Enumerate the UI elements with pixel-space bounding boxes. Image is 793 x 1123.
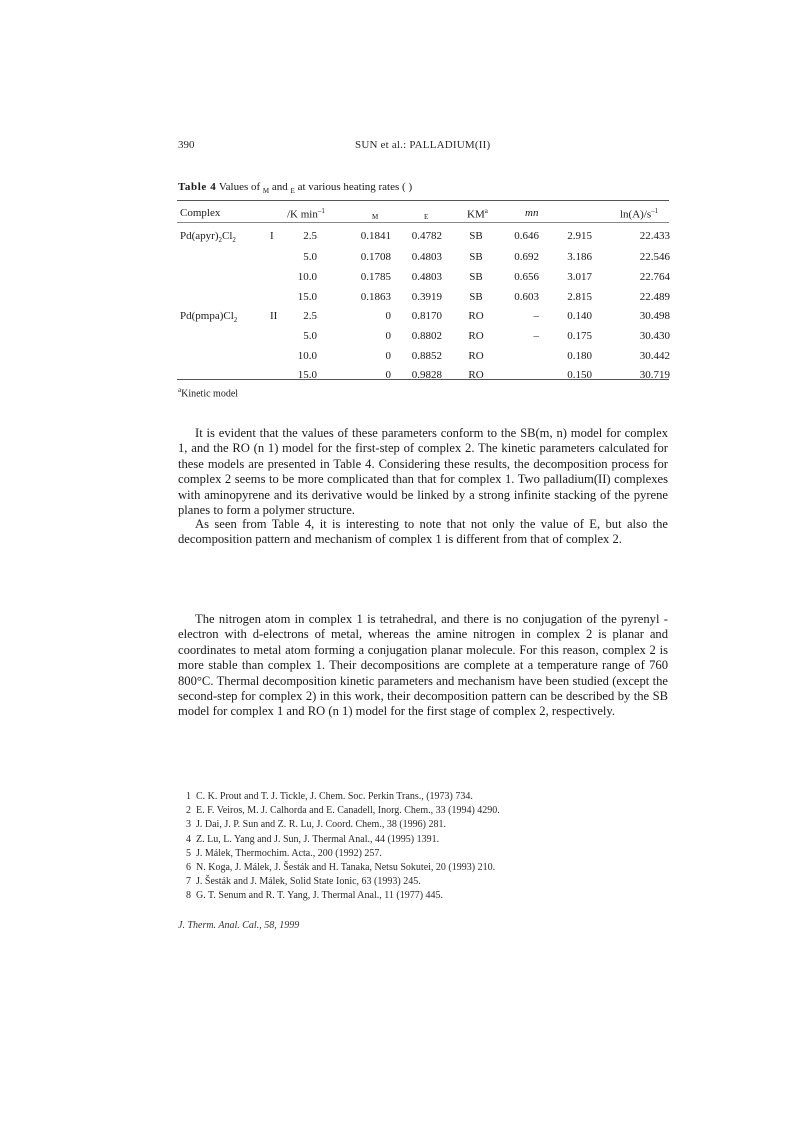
reference-item xyxy=(186,790,500,804)
cell-alpha-m: 0.1841 xyxy=(360,230,391,242)
cell-alpha-m: 0.1863 xyxy=(360,291,391,303)
cell-m: 0.692 xyxy=(514,251,539,263)
cell-n: 3.186 xyxy=(567,251,592,263)
cell-lna: 30.719 xyxy=(639,369,670,381)
cell-rate: 15.0 xyxy=(297,291,317,303)
paragraph-2: As seen from Table 4, it is interesting to note that not only the value of E, but also the decomposition pattern and mechanism of complex 1 is different from that of complex 2. xyxy=(178,517,668,547)
cell-m: – xyxy=(533,330,539,342)
cell-lna: 30.430 xyxy=(639,330,670,342)
col-header-km: $KM^a$ xyxy=(467,207,488,221)
col-header-alpha-m: M xyxy=(372,213,379,222)
cell-m: 0.603 xyxy=(514,291,539,303)
cell-lna: 30.498 xyxy=(639,310,670,322)
cell-n: 3.017 xyxy=(567,271,592,283)
cell-km: RO xyxy=(468,350,484,362)
reference-item xyxy=(186,833,500,847)
cell-n: 2.815 xyxy=(567,291,592,303)
cell-rate: 2.5 xyxy=(303,230,317,242)
cell-alpha-m: 0 xyxy=(385,330,391,342)
cell-km: SB xyxy=(469,251,483,263)
cell-n: 2.915 xyxy=(567,230,592,242)
reference-text: C. K. Prout and T. J. Tickle, J. Chem. Soc. Perkin Trans., (1973) 734. xyxy=(196,791,473,802)
cell-rate: 10.0 xyxy=(297,350,317,362)
cell-km: SB xyxy=(469,271,483,283)
cell-alpha-m: 0 xyxy=(385,310,391,322)
cell-lna: 22.489 xyxy=(639,291,670,303)
cell-lna: 22.546 xyxy=(639,251,670,263)
cell-n: 0.140 xyxy=(567,310,592,322)
cell-n: 0.180 xyxy=(567,350,592,362)
col-header-rate: /K $\min^{-1}$ xyxy=(287,207,325,221)
cell-n: 0.175 xyxy=(567,330,592,342)
cell-km: RO xyxy=(468,369,484,381)
paragraph-1: It is evident that the values of these parameters conform to the SB(m, n) model for complex 1, and the RO (n 1) model for the first-step of complex 2. The kinetic parameters calculated for these models are presented in Table 4. Considering these results, the decomposition process for complex 2 seems to be more complicated than that for complex 1. Two palladium(II) complexes with aminopyrene and its derivative would be linked by a strong infinite stacking of the pyrene planes to form a polymer structure. xyxy=(178,426,668,518)
cell-rate: 5.0 xyxy=(303,251,317,263)
reference-number: 7 xyxy=(186,876,191,888)
caption-text: Values of xyxy=(218,181,261,193)
cell-alpha-e: 0.8170 xyxy=(411,310,442,322)
caption-mid: and xyxy=(271,181,288,193)
reference-text: J. Dai, J. P. Sun and Z. R. Lu, J. Coord. Chem., 38 (1996) 281. xyxy=(196,819,446,831)
reference-number: 4 xyxy=(186,833,191,845)
reference-text: G. T. Senum and R. T. Yang, J. Thermal Anal., 11 (1977) 445. xyxy=(196,890,444,902)
reference-number: 1 xyxy=(186,791,191,802)
table-header-rule xyxy=(177,222,669,223)
table-top-rule xyxy=(177,200,669,201)
reference-item xyxy=(186,804,500,818)
cell-lna: 30.442 xyxy=(639,350,670,362)
cell-alpha-m: 0.1785 xyxy=(360,271,391,283)
reference-text: E. F. Veiros, M. J. Calhorda and E. Canadell, Inorg. Chem., 33 (1994) 4290. xyxy=(196,805,500,817)
page-number: 390 xyxy=(178,139,195,151)
reference-item xyxy=(186,875,500,889)
cell-alpha-e: 0.4803 xyxy=(411,271,442,283)
reference-text: J. Šesták and J. Málek, Solid State Ionic, 63 (1993) 245. xyxy=(196,876,421,888)
reference-item xyxy=(186,861,500,875)
caption-end: at various heating rates ( ) xyxy=(297,181,413,193)
cell-lna: 22.764 xyxy=(639,271,670,283)
cell-km: SB xyxy=(469,230,483,242)
cell-alpha-e: 0.9828 xyxy=(411,369,442,381)
table-bottom-rule xyxy=(177,379,669,380)
reference-text: N. Koga, J. Málek, J. Šesták and H. Tanaka, Netsu Sokutei, 20 (1993) 210. xyxy=(196,862,496,874)
cell-alpha-m: 0 xyxy=(385,350,391,362)
table-caption xyxy=(178,181,412,195)
paragraph-3: The nitrogen atom in complex 1 is tetrahedral, and there is no conjugation of the pyrenyl -electron with d-electrons of metal, whereas the amine nitrogen in complex 2 is planar and coordinates to metal atom forming a conjugation planar molecule. For this reason, complex 2 is more stable than complex 1. Their decompositions are complete at a temperature range of 760 800°C. Thermal decomposition kinetic parameters and mechanism have been studied (except the second-step for complex 2) in this work, their decomposition pattern can be described by the SB model for complex 1 and RO (n 1) model for the first stage of complex 2, respectively. xyxy=(178,612,668,719)
cell-complex-number: I xyxy=(270,230,274,242)
cell-km: RO xyxy=(468,310,484,322)
cell-n: 0.150 xyxy=(567,369,592,381)
reference-item xyxy=(186,889,500,903)
cell-km: RO xyxy=(468,330,484,342)
cell-km: SB xyxy=(469,291,483,303)
cell-alpha-e: 0.4782 xyxy=(411,230,442,242)
cell-alpha-e: 0.3919 xyxy=(411,291,442,303)
cell-alpha-e: 0.8802 xyxy=(411,330,442,342)
cell-m: – xyxy=(533,310,539,322)
cell-alpha-m: 0.1708 xyxy=(360,251,391,263)
cell-alpha-m: 0 xyxy=(385,369,391,381)
table-label: Table 4 xyxy=(178,181,217,193)
cell-alpha-e: 0.4803 xyxy=(411,251,442,263)
reference-number: 6 xyxy=(186,862,191,874)
reference-number: 2 xyxy=(186,805,191,817)
reference-number: 8 xyxy=(186,890,191,902)
caption-sub-e: E xyxy=(290,187,295,196)
reference-number: 5 xyxy=(186,847,191,859)
col-header-mn: mn xyxy=(525,207,539,219)
cell-complex: $Pd(pmpa)Cl_2$ xyxy=(180,310,238,325)
cell-complex-number: II xyxy=(270,310,278,322)
reference-item xyxy=(186,818,500,832)
cell-rate: 2.5 xyxy=(303,310,317,322)
cell-lna: 22.433 xyxy=(639,230,670,242)
cell-m: 0.656 xyxy=(514,271,539,283)
cell-rate: 15.0 xyxy=(297,369,317,381)
running-head: SUN et al.: PALLADIUM(II) xyxy=(355,139,491,151)
col-header-alpha-e: E xyxy=(424,213,429,222)
reference-item xyxy=(186,847,500,861)
col-header-complex: Complex xyxy=(180,207,221,219)
table-footnote: $^a$Kinetic model xyxy=(178,386,239,400)
cell-m: 0.646 xyxy=(514,230,539,242)
col-header-lna: $\ln(A)/s^{-1}$ xyxy=(620,207,659,221)
journal-footer: J. Therm. Anal. Cal., 58, 1999 xyxy=(178,920,300,931)
cell-alpha-e: 0.8852 xyxy=(411,350,442,362)
cell-rate: 5.0 xyxy=(303,330,317,342)
reference-list xyxy=(186,790,500,904)
cell-complex: $Pd(apyr)_2Cl_2$ xyxy=(180,230,236,245)
reference-number: 3 xyxy=(186,819,191,831)
reference-text: J. Málek, Thermochim. Acta., 200 (1992) 257. xyxy=(196,847,382,859)
cell-rate: 10.0 xyxy=(297,271,317,283)
reference-text: Z. Lu, L. Yang and J. Sun, J. Thermal Anal., 44 (1995) 1391. xyxy=(196,833,440,845)
caption-sub-m: M xyxy=(262,187,270,196)
